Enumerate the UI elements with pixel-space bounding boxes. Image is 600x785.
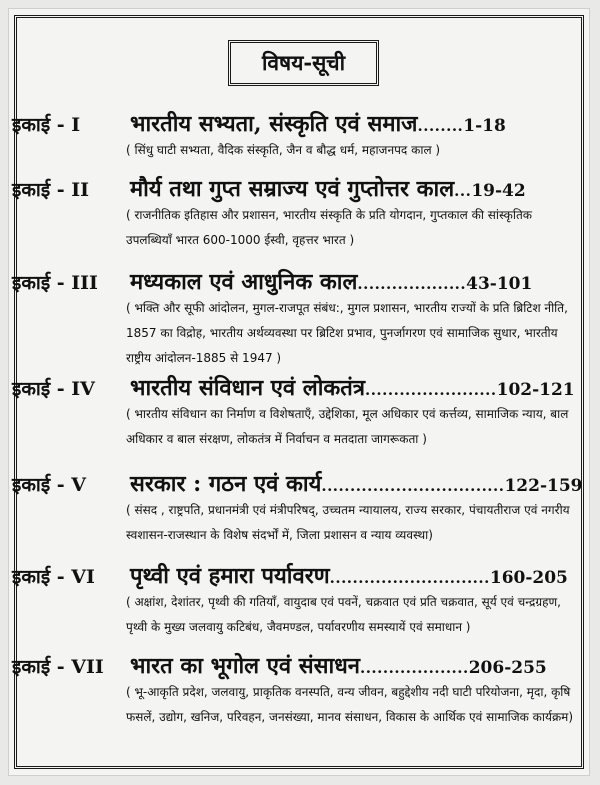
unit-label: इकाई - I: [12, 114, 81, 136]
unit-description: ( सिंधु घाटी सभ्यता, वैदिक संस्कृति, जैन व बौद्ध धर्म, महाजनपद काल ): [126, 143, 441, 157]
unit-3: [12, 266, 592, 371]
unit-7: [12, 650, 592, 730]
unit-label: इकाई - IV: [12, 378, 95, 400]
leader-dots: ........: [417, 117, 464, 135]
contents-title: विषय-सूची: [228, 40, 379, 86]
unit-2: [12, 173, 592, 253]
page-range: 122-159: [504, 476, 583, 496]
unit-label: इकाई - VII: [12, 656, 104, 678]
unit-description: ( राजनीतिक इतिहास और प्रशासन, भारतीय संस्कृति के प्रति योगदान, गुप्तकाल की सांस्कृतिक उपलब्धियाँ भारत 600-1000 ईस्वी, वृहत्तर भारत ): [126, 208, 533, 247]
unit-title: सरकार : गठन एवं कार्य: [130, 471, 322, 497]
leader-dots: ...................: [359, 659, 469, 677]
unit-label: इकाई - V: [12, 474, 87, 496]
unit-4: [12, 372, 592, 452]
leader-dots: ................................: [321, 477, 505, 495]
leader-dots: .......................: [364, 381, 497, 399]
unit-1: [12, 108, 592, 163]
page-range: 102-121: [496, 380, 575, 400]
unit-label: इकाई - III: [12, 272, 98, 294]
unit-6: [12, 560, 592, 640]
unit-5: [12, 468, 592, 548]
unit-description: ( भारतीय संविधान का निर्माण व विशेषताएँ, उद्देशिका, मूल अधिकार एवं कर्त्तव्य, सामाजिक न्याय, बाल अधिकार व बाल संरक्षण, लोकतंत्र में निर्वाचन व मतदाता जागरूकता ): [126, 407, 569, 446]
unit-title: पृथ्वी एवं हमारा पर्यावरण: [130, 563, 330, 589]
unit-title: मध्यकाल एवं आधुनिक काल: [130, 269, 358, 295]
page-range: 160-205: [489, 568, 568, 588]
leader-dots: ...................: [357, 275, 467, 293]
unit-title: मौर्य तथा गुप्त सम्राज्य एवं गुप्तोत्तर काल: [130, 176, 455, 202]
unit-description: ( भक्ति और सूफी आंदोलन, मुगल-राजपूत संबंध:, मुगल प्रशासन, भारतीय राज्यों के प्रति ब्रिटिश नीति, 1857 का विद्रोह, भारतीय अर्थव्यवस्था पर ब्रिटिश प्रभाव, पुनर्जागरण एवं सामाजिक सुधार, भारतीय राष्ट्रीय आंदोलन-1885 से 1947 ): [126, 301, 568, 365]
leader-dots: ............................: [329, 569, 490, 587]
unit-title: भारतीय संविधान एवं लोकतंत्र: [130, 375, 365, 401]
leader-dots: ...: [454, 182, 472, 200]
unit-description: ( भू-आकृति प्रदेश, जलवायु, प्राकृतिक वनस्पति, वन्य जीवन, बहुद्देशीय नदी घाटी परियोजना, मृदा, कृषि फसलें, उद्योग, खनिज, परिवहन, जनसंख्या, मानव संसाधन, विकास के आर्थिक एवं सामाजिक कार्यक्रम): [126, 685, 574, 724]
unit-label: इकाई - II: [12, 179, 90, 201]
unit-label: इकाई - VI: [12, 566, 95, 588]
unit-title: भारतीय सभ्यता, संस्कृति एवं समाज: [130, 111, 418, 137]
unit-title: भारत का भूगोल एवं संसाधन: [130, 653, 360, 679]
page-range: 206-255: [468, 658, 547, 678]
unit-description: ( संसद , राष्ट्रपति, प्रधानमंत्री एवं मंत्रीपरिषद्, उच्चतम न्यायालय, राज्य सरकार, पंचायतीराज एवं नगरीय स्वशासन-राजस्थान के विशेष संदर्भों में, जिला प्रशासन व न्याय व्यवस्था): [126, 503, 570, 542]
unit-description: ( अक्षांश, देशांतर, पृथ्वी की गतियाँ, वायुदाब एवं पवनें, चक्रवात एवं प्रति चक्रवात, सूर्य एवं चन्द्रग्रहण, पृथ्वी के मुख्य जलवायु कटिबंध, जैवमण्डल, पर्यावरणीय समस्यायें एवं समाधान ): [126, 595, 561, 634]
page-range: 43-101: [466, 274, 533, 294]
page-range: 19-42: [471, 181, 526, 201]
page-range: 1-18: [463, 116, 506, 136]
